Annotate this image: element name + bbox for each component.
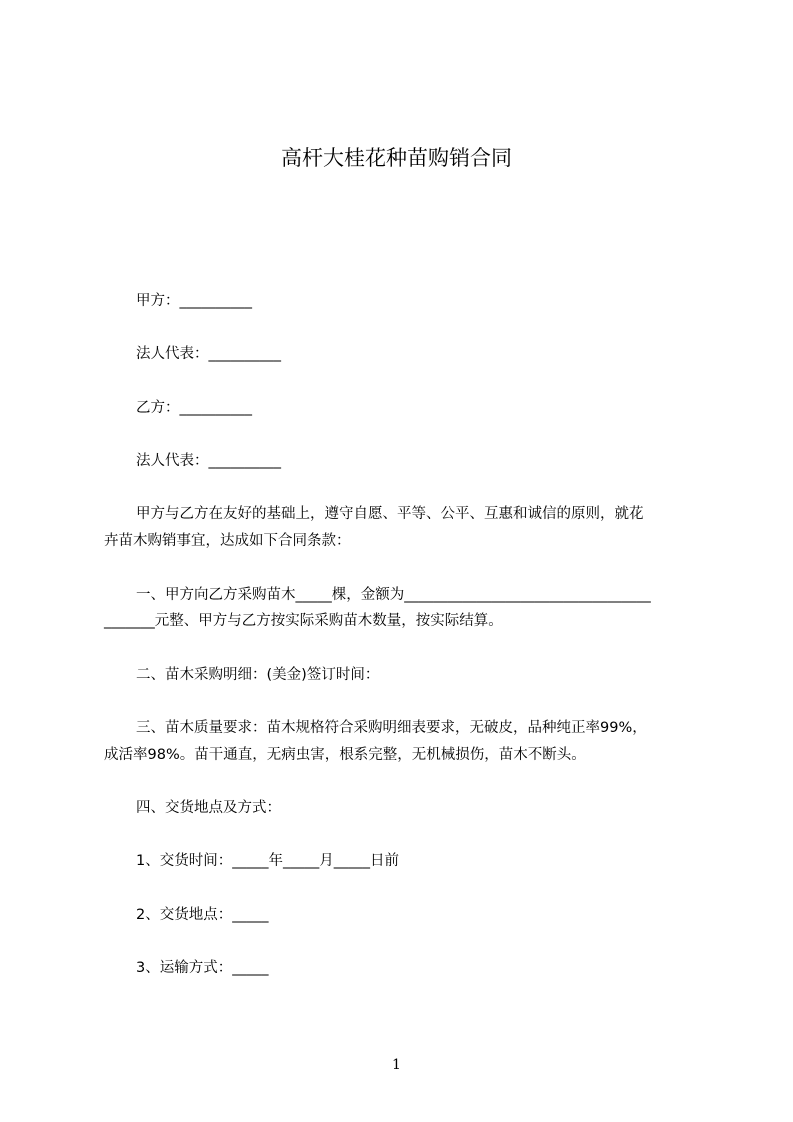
delivery-time-line: 1、交货时间：_____年_____月_____日前 <box>136 853 399 869</box>
clause-1-line-2: _______元整、甲方与乙方按实际采购苗木数量，按实际结算。 <box>104 613 503 629</box>
clause-1-line-1: 一、甲方向乙方采购苗木_____棵，金额为__________________________________ <box>136 587 651 603</box>
clause-4-heading: 四、交货地点及方式： <box>136 800 281 816</box>
transport-method-line: 3、运输方式：_____ <box>136 960 269 976</box>
preamble-line-2: 卉苗木购销事宜，达成如下合同条款： <box>104 533 351 549</box>
clause-3-line-1: 三、苗木质量要求：苗木规格符合采购明细表要求，无破皮，品种纯正率99%， <box>136 720 647 736</box>
party-a-representative-line: 法人代表：__________ <box>136 346 281 362</box>
clause-2-line: 二、苗木采购明细：(美金)签订时间： <box>136 667 380 683</box>
preamble-line-1: 甲方与乙方在友好的基础上，遵守自愿、平等、公平、互惠和诚信的原则，就花 <box>136 506 644 522</box>
party-b-line: 乙方：__________ <box>136 400 252 416</box>
clause-3-line-2: 成活率98%。苗干通直，无病虫害，根系完整，无机械损伤，苗木不断头。 <box>104 747 586 763</box>
party-a-line: 甲方：__________ <box>136 293 252 309</box>
page-number: 1 <box>392 1057 401 1073</box>
party-b-representative-line: 法人代表：__________ <box>136 453 281 469</box>
document-title: 高杆大桂花种苗购销合同 <box>281 146 512 170</box>
delivery-place-line: 2、交货地点：_____ <box>136 907 269 923</box>
